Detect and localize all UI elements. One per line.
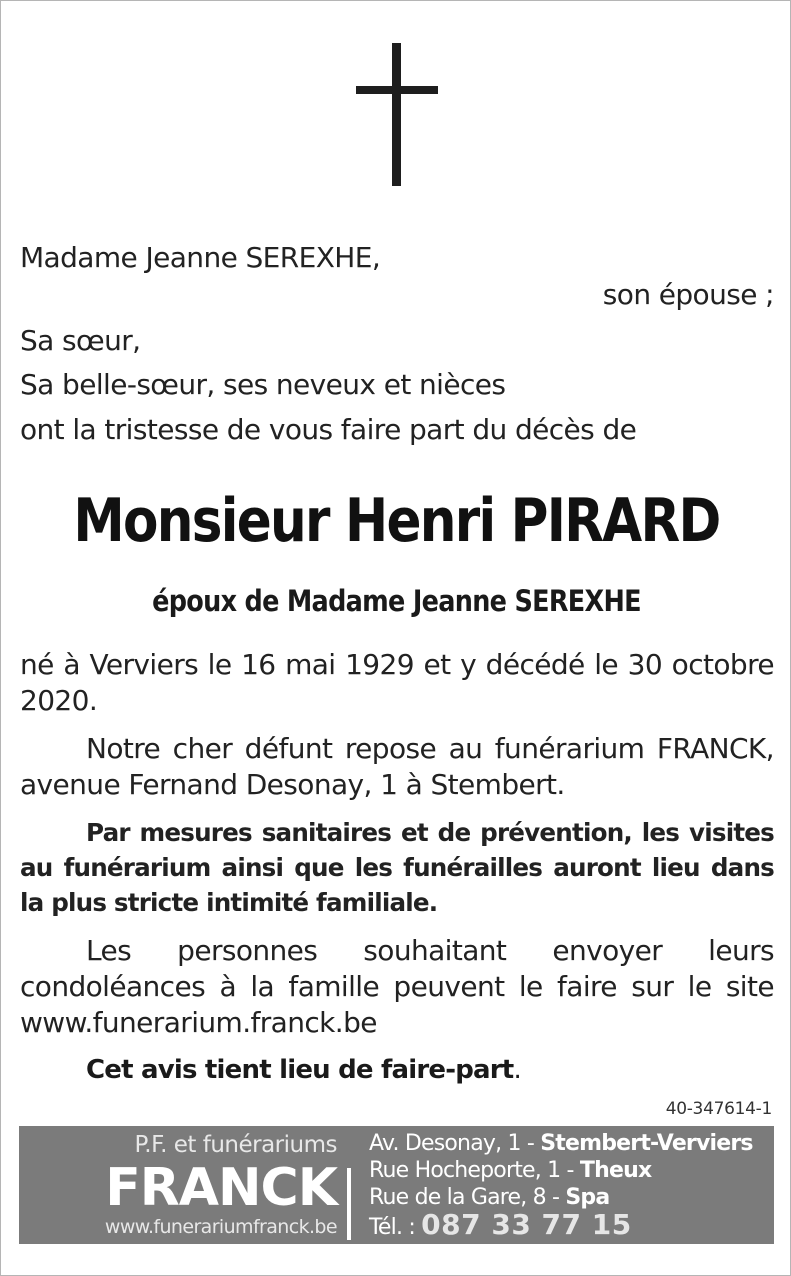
- intro-line-2: son épouse ;: [602, 278, 774, 311]
- address-2-city: Theux: [579, 1158, 652, 1183]
- banner-brand-block: [19, 1126, 337, 1244]
- banner-website: www.funerariumfranck.be: [104, 1216, 337, 1238]
- intro-line-4: Sa belle-sœur, ses neveux et nièces: [20, 368, 506, 401]
- reference-number: 40-347614-1: [665, 1099, 772, 1119]
- banner-pf-label: P.F. et funérariums: [134, 1132, 337, 1158]
- telephone-label: Tél. :: [369, 1215, 422, 1240]
- address-1-street: Av. Desonay, 1 -: [369, 1131, 541, 1156]
- banner-brand-name: FRANCK: [105, 1158, 337, 1218]
- address-1-city: Stembert-Verviers: [540, 1131, 753, 1156]
- deceased-name: Monsieur Henri PIRARD: [73, 486, 720, 556]
- address-line-3: [369, 1184, 769, 1211]
- repose-paragraph: Notre cher défunt repose au funérarium FRANCK, avenue Fernand Desonay, 1 à Stembert.: [20, 732, 774, 801]
- sanitary-paragraph: Par mesures sanitaires et de prévention, les visites au funérarium ainsi que les funérailles auront lieu dans la plus stricte intimité familiale.: [20, 818, 774, 917]
- intro-line-5: ont la tristesse de vous faire part du décès de: [20, 413, 637, 446]
- funeral-home-banner: [19, 1126, 774, 1244]
- address-3-street: Rue de la Gare, 8 -: [369, 1185, 566, 1210]
- intro-line-3: Sa sœur,: [20, 324, 141, 357]
- cross-horizontal-bar: [356, 86, 438, 94]
- telephone-line: [369, 1208, 769, 1241]
- intro-line-1: Madame Jeanne SEREXHE,: [20, 241, 381, 274]
- address-2-street: Rue Hocheporte, 1 -: [369, 1158, 580, 1183]
- closing-period: .: [513, 1055, 521, 1085]
- telephone-number: 087 33 77 15: [421, 1208, 632, 1241]
- address-line-1: [369, 1130, 769, 1157]
- address-3-city: Spa: [565, 1185, 610, 1210]
- banner-separator: [347, 1168, 351, 1240]
- closing-line: [86, 1052, 521, 1088]
- cross-vertical-bar: [392, 43, 401, 186]
- condolences-paragraph: Les personnes souhaitant envoyer leurs condoléances à la famille peuvent le faire sur le site www.funerarium.franck.be: [20, 934, 774, 1039]
- closing-bold: Cet avis tient lieu de faire-part: [86, 1055, 514, 1085]
- spouse-line: époux de Madame Jeanne SEREXHE: [152, 584, 641, 618]
- birth-death-paragraph: né à Verviers le 16 mai 1929 et y décédé le 30 octobre 2020.: [20, 648, 774, 717]
- banner-addresses: [369, 1130, 769, 1241]
- address-line-2: [369, 1157, 769, 1184]
